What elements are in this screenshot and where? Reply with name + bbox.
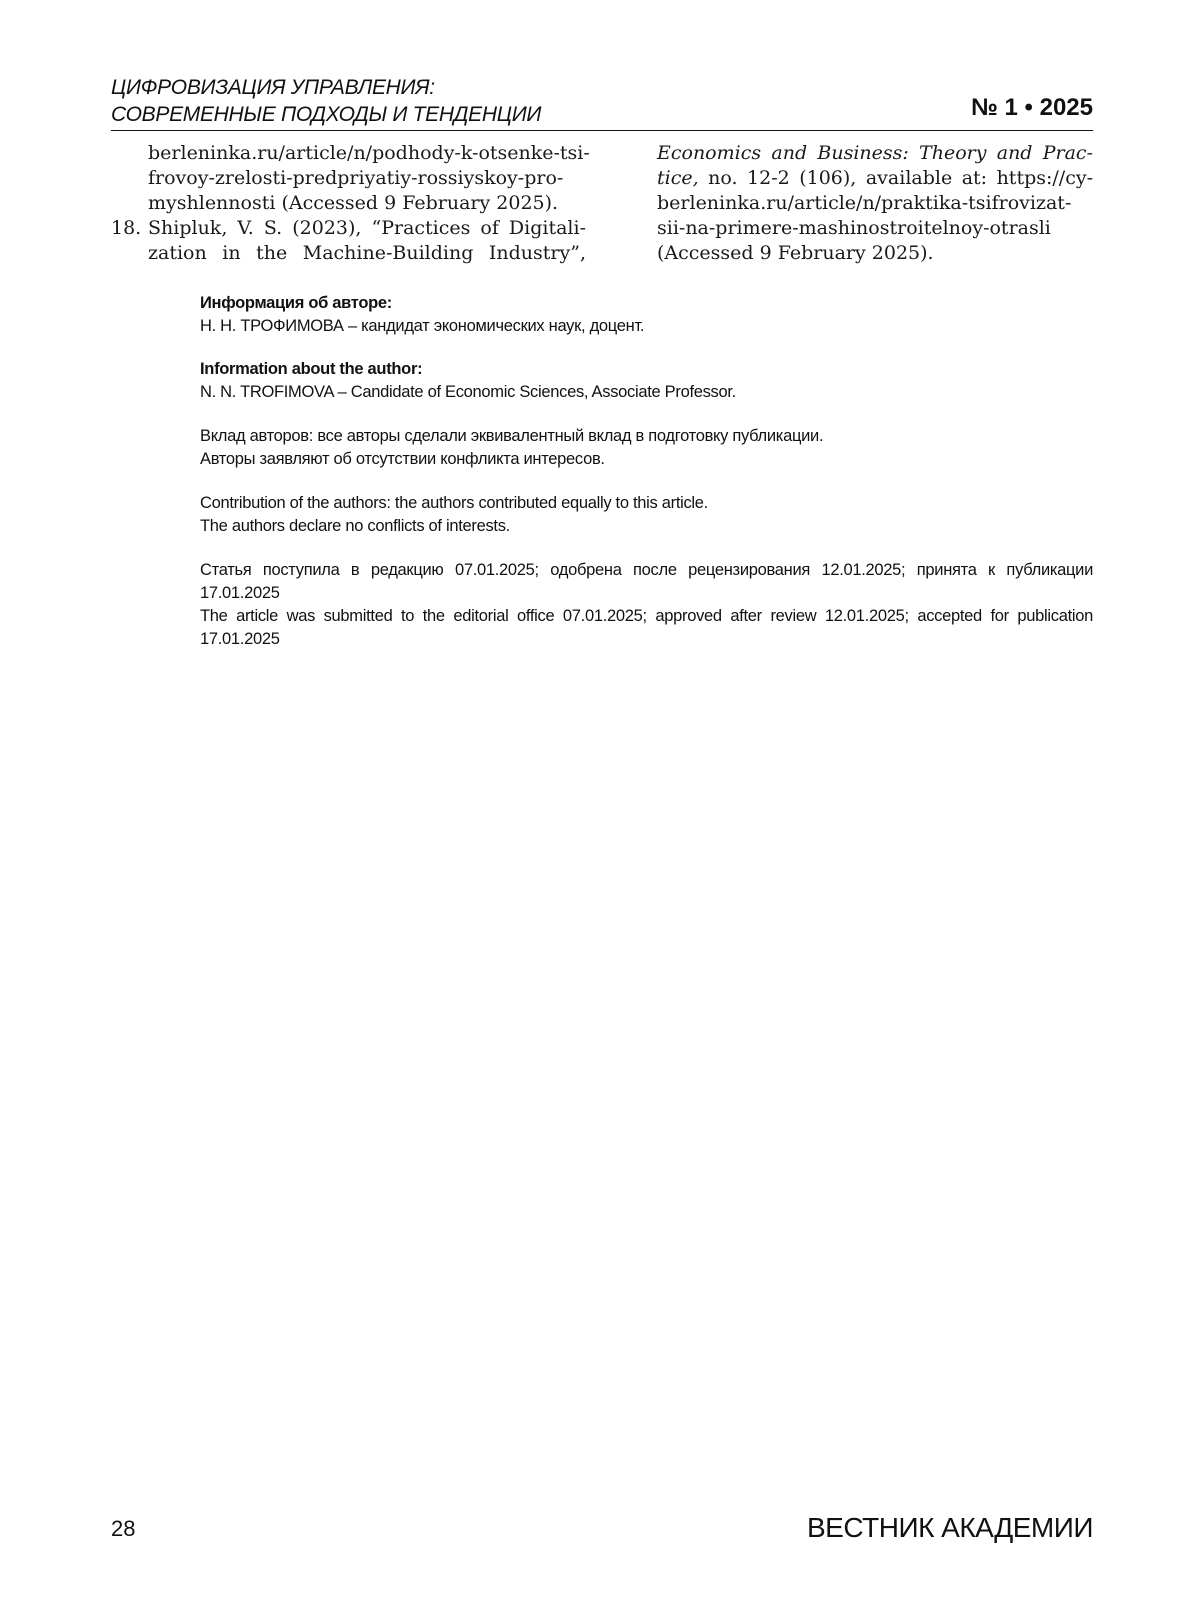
article-dates	[200, 559, 1093, 651]
dates-ru-line: 17.01.2025	[200, 584, 280, 602]
reference-text: no. 12-2 (106), available at: https://cy-	[698, 167, 1093, 189]
reference-continuation-line: myshlennosti (Accessed 9 February 2025).	[148, 192, 559, 214]
reference-line: sii-na-primere-mashinostroitelnoy-otrasli	[657, 217, 1051, 239]
references-right-column	[657, 141, 1093, 266]
reference-journal-italic: tice,	[657, 167, 699, 189]
reference-continuation-line: berleninka.ru/article/n/podhody-k-otsenke-tsi-	[148, 142, 590, 164]
contribution-text: Contribution of the authors: the authors contributed equally to this article.	[200, 494, 708, 512]
contribution-ru	[200, 425, 1093, 471]
reference-text: Shipluk, V. S. (2023), “Practices of Digitali-	[148, 217, 586, 239]
reference-line: (Accessed 9 February 2025).	[657, 242, 934, 264]
conflict-statement: Авторы заявляют об отсутствии конфликта интересов.	[200, 450, 605, 468]
page-number: 28	[111, 1516, 136, 1541]
reference-line	[657, 166, 1093, 191]
conflict-statement: The authors declare no conflicts of interests.	[200, 517, 510, 535]
section-title-line-2: СОВРЕМЕННЫЕ ПОДХОДЫ И ТЕНДЕНЦИИ	[111, 103, 542, 126]
reference-continuation-line: frovoy-zrelosti-predpriyatiy-rossiyskoy-pro-	[148, 167, 564, 189]
journal-name: ВЕСТНИК АКАДЕМИИ	[807, 1512, 1093, 1543]
author-info-ru	[200, 292, 1093, 338]
running-header-section	[111, 74, 811, 128]
references-left-column	[111, 141, 590, 266]
reference-18-line-2: zation in the Machine-Building Industry”,	[148, 242, 586, 264]
author-info-text: N. N. TROFIMOVA – Candidate of Economic Sciences, Associate Professor.	[200, 383, 736, 401]
reference-journal-line: Economics and Business: Theory and Prac-	[657, 142, 1093, 164]
dates-en-line: 17.01.2025	[200, 630, 280, 648]
author-info-en	[200, 358, 1093, 404]
contribution-text: Вклад авторов: все авторы сделали эквивалентный вклад в подготовку публикации.	[200, 427, 824, 445]
author-info-heading: Информация об авторе:	[200, 294, 392, 312]
dates-en-line: The article was submitted to the editorial office 07.01.2025; approved after review 12.01.2025; accepted for publication	[200, 607, 1093, 625]
author-info-text: Н. Н. ТРОФИМОВА – кандидат экономических наук, доцент.	[200, 317, 645, 335]
section-title-line-1: ЦИФРОВИЗАЦИЯ УПРАВЛЕНИЯ:	[111, 76, 435, 99]
dates-ru-line: Статья поступила в редакцию 07.01.2025; одобрена после рецензирования 12.01.2025; принята к публикации	[200, 561, 1093, 579]
header-divider	[111, 130, 1093, 131]
reference-number: 18.	[111, 217, 142, 239]
reference-18-line-1	[111, 216, 586, 241]
contribution-en	[200, 492, 1093, 538]
author-info-heading: Information about the author:	[200, 360, 423, 378]
issue-number: № 1 • 2025	[971, 94, 1093, 121]
reference-line: berleninka.ru/article/n/praktika-tsifrovizat-	[657, 192, 1072, 214]
